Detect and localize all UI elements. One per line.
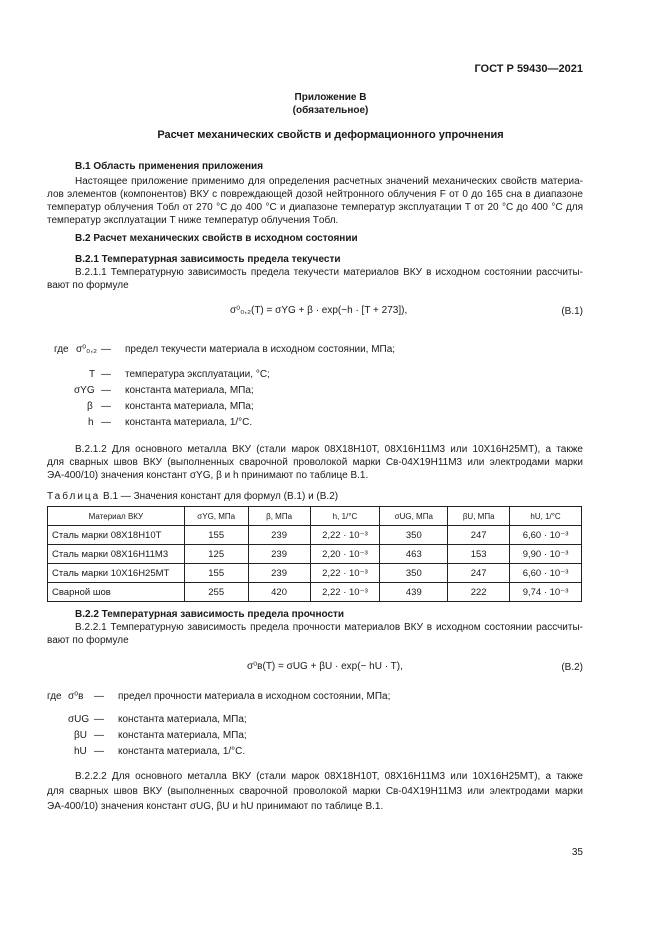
paragraph-line: В.2.1.2 Для основного металла ВКУ (стали марок 08Х18Н10Т, 08Х16Н11М3 или 10Х16Н25МТ), а также: [75, 444, 583, 455]
where-symbol: σ⁰в: [68, 691, 84, 702]
table-cell: 155: [184, 564, 248, 583]
table-cell: 239: [248, 564, 310, 583]
where-label: где: [54, 344, 69, 355]
paragraph-line: вают по формуле: [47, 280, 129, 291]
where-label: где: [47, 691, 62, 702]
table-cell: 6,60 · 10⁻³: [510, 526, 582, 545]
table-cell: 2,22 · 10⁻³: [310, 564, 380, 583]
paragraph-line: лов элементов (компонентов) ВКУ с повреждающей дозой нейтронного облучения F от 0 до 165 сна в диапазоне: [47, 189, 583, 200]
table-header-cell: βU, МПа: [448, 507, 510, 526]
table-header-cell: h, 1/°С: [310, 507, 380, 526]
table-caption-rest: В.1 — Значения констант для формул (В.1) и (В.2): [103, 491, 339, 502]
table-cell: 420: [248, 583, 310, 602]
paragraph-line: для сварных швов ВКУ (выполненных сварочной проволокой марки Св-04Х19Н11М3 или электродами марки: [47, 457, 583, 468]
formula-b1: σ⁰₀,₂(T) = σYG + β · exp(−h · [T + 273]),: [230, 305, 408, 316]
table-caption-word: Таблица: [47, 491, 101, 502]
table-cell: 239: [248, 545, 310, 564]
table-cell: 222: [448, 583, 510, 602]
table-cell: 439: [380, 583, 448, 602]
paragraph-line: вают по формуле: [47, 635, 129, 646]
paragraph-line: для сварных швов ВКУ (выполненных сварочной проволокой марки Св-04Х19Н11М3 или электродами марки: [47, 786, 583, 797]
def-symbol: h: [88, 417, 94, 428]
page-number: 35: [571, 847, 583, 858]
appendix-title: Приложение В: [294, 92, 367, 103]
formula-b1-number: (В.1): [561, 306, 583, 317]
subsection-b21-title: В.2.1 Температурная зависимость предела текучести: [75, 254, 341, 265]
table-cell: 2,22 · 10⁻³: [310, 526, 380, 545]
appendix-status: (обязательное): [292, 105, 369, 116]
table-cell: 9,74 · 10⁻³: [510, 583, 582, 602]
table-caption: [47, 490, 338, 504]
table-cell: Сталь марки 08Х16Н11М3: [48, 545, 185, 564]
table-cell: 2,22 · 10⁻³: [310, 583, 380, 602]
def-dash: —: [101, 401, 111, 412]
paragraph-line: В.2.1.1 Температурную зависимость предела текучести материалов ВКУ в исходном состоянии рассчиты-: [75, 267, 583, 278]
table-row: [48, 564, 582, 583]
table-cell: 9,90 · 10⁻³: [510, 545, 582, 564]
def-symbol: T: [89, 369, 96, 380]
paragraph-line: Настоящее приложение применимо для определения расчетных значений механических свойств материа-: [75, 176, 583, 187]
where-dash: —: [101, 344, 111, 355]
paragraph-line: температур эксплуатации T ниже температур облучения Tобл.: [47, 215, 339, 226]
section-b1-title: В.1 Область применения приложения: [75, 161, 264, 172]
paragraph-line: ЭА-400/10) значения констант σYG, β и h принимают по таблице В.1.: [47, 470, 369, 481]
paragraph-line: В.2.2.2 Для основного металла ВКУ (стали марок 08Х18Н10Т, 08Х16Н11М3 или 10Х16Н25МТ), а также: [75, 771, 583, 782]
table-cell: 255: [184, 583, 248, 602]
table-cell: 239: [248, 526, 310, 545]
table-header-cell: hU, 1/°С: [510, 507, 582, 526]
def-dash: —: [101, 417, 111, 428]
table-header-cell: Материал ВКУ: [48, 507, 185, 526]
table-cell: Сварной шов: [48, 583, 185, 602]
table-cell: 125: [184, 545, 248, 564]
def-description: температура эксплуатации, °С;: [125, 369, 270, 380]
where-description: предел текучести материала в исходном состоянии, МПа;: [125, 344, 396, 355]
table-header-cell: σUG, МПа: [380, 507, 448, 526]
table-cell: 247: [448, 564, 510, 583]
def-description: константа материала, МПа;: [118, 730, 247, 741]
def-symbol: β: [87, 401, 93, 412]
where-description: предел прочности материала в исходном состоянии, МПа;: [118, 691, 391, 702]
def-description: константа материала, 1/°С.: [125, 417, 253, 428]
appendix-heading: Расчет механических свойств и деформационного упрочнения: [157, 129, 504, 141]
constants-table: [47, 506, 582, 602]
table-row: [48, 526, 582, 545]
def-dash: —: [101, 385, 111, 396]
table-cell: 350: [380, 526, 448, 545]
def-dash: —: [101, 369, 111, 380]
paragraph-line: В.2.2.1 Температурную зависимость предела прочности материалов ВКУ в исходном состоянии рассчиты-: [75, 622, 583, 633]
table-cell: 2,20 · 10⁻³: [310, 545, 380, 564]
table-cell: 350: [380, 564, 448, 583]
def-symbol: βU: [74, 730, 87, 741]
paragraph-line: температур облучения Tобл от 270 °С до 400 °С и диапазоне температур эксплуатации T от 20 °С до 400 °С для: [47, 202, 583, 213]
paragraph-line: ЭА-400/10) значения констант σUG, βU и hU принимают по таблице В.1.: [47, 801, 384, 812]
table-header-cell: β, МПа: [248, 507, 310, 526]
table-row: [48, 583, 582, 602]
table-cell: 463: [380, 545, 448, 564]
formula-b2-number: (В.2): [561, 662, 583, 673]
table-cell: 247: [448, 526, 510, 545]
table-row: [48, 545, 582, 564]
where-symbol: σ⁰₀,₂: [76, 344, 97, 355]
document-id: ГОСТ Р 59430—2021: [474, 63, 583, 75]
formula-b2: σ⁰в(T) = σUG + βU · exp(− hU · T),: [247, 661, 403, 672]
def-description: константа материала, 1/°С.: [118, 746, 246, 757]
section-b2-title: В.2 Расчет механических свойств в исходном состоянии: [75, 233, 358, 244]
table-header-row: [48, 507, 582, 526]
subsection-b22-title: В.2.2 Температурная зависимость предела прочности: [75, 609, 345, 620]
def-symbol: σUG: [68, 714, 90, 725]
where-dash: —: [94, 691, 104, 702]
def-dash: —: [94, 730, 104, 741]
table-cell: Сталь марки 08Х18Н10Т: [48, 526, 185, 545]
table-cell: 6,60 · 10⁻³: [510, 564, 582, 583]
def-description: константа материала, МПа;: [125, 401, 254, 412]
table-header-cell: σYG, МПа: [184, 507, 248, 526]
def-dash: —: [94, 714, 104, 725]
def-symbol: hU: [74, 746, 87, 757]
table-cell: Сталь марки 10Х16Н25МТ: [48, 564, 185, 583]
def-description: константа материала, МПа;: [125, 385, 254, 396]
def-dash: —: [94, 746, 104, 757]
table-cell: 155: [184, 526, 248, 545]
table-cell: 153: [448, 545, 510, 564]
def-description: константа материала, МПа;: [118, 714, 247, 725]
def-symbol: σYG: [74, 385, 95, 396]
